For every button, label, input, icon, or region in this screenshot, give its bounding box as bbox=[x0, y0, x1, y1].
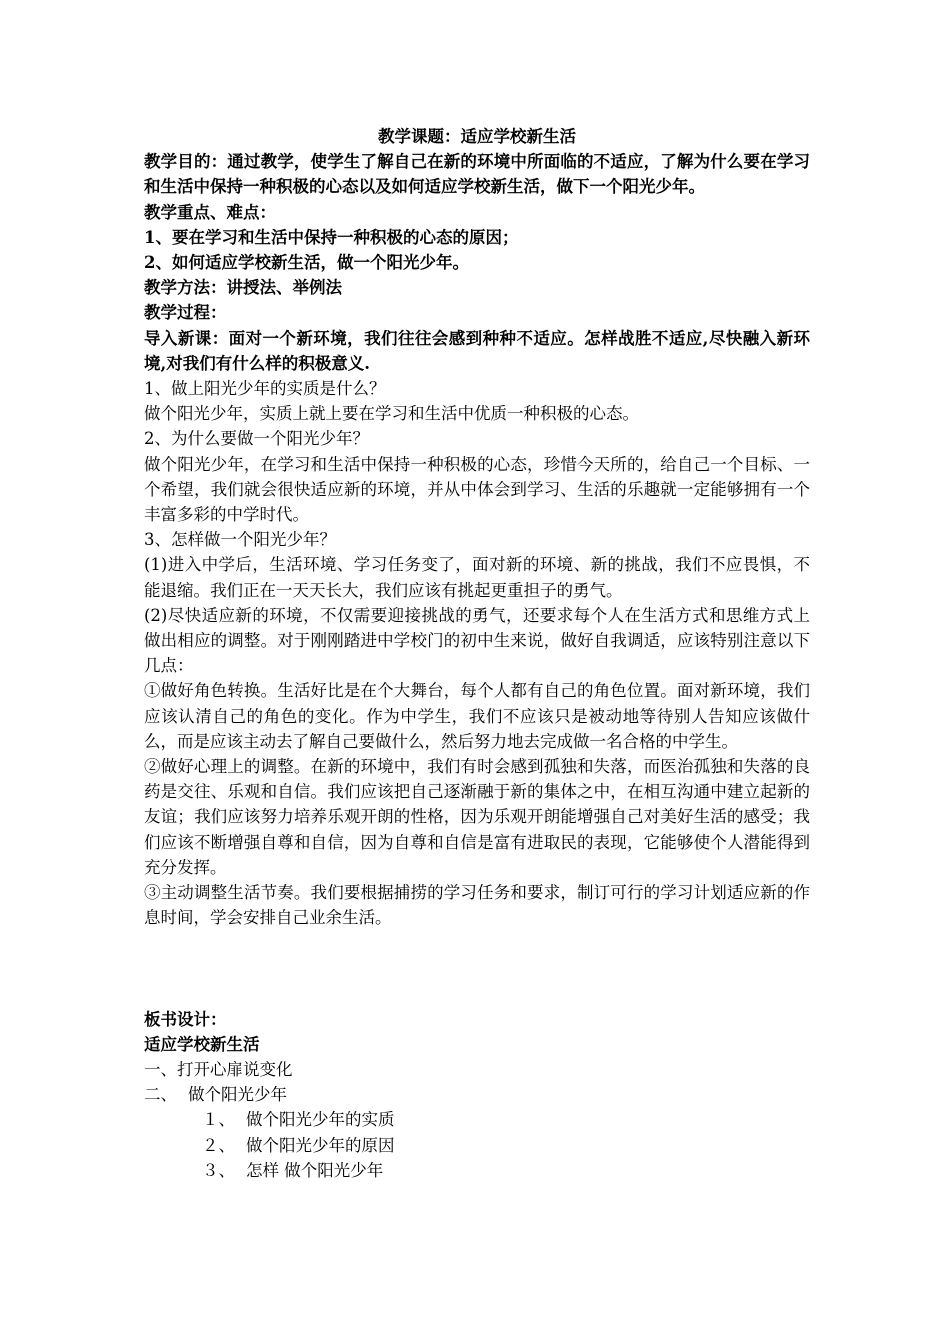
document-page bbox=[144, 124, 810, 1183]
answer-3-part-1: (1)进入中学后，生活环境、学习任务变了，面对新的环境、新的挑战，我们不应畏惧，不能退缩。我们正在一天天长大，我们应该有挑起更重担子的勇气。 bbox=[144, 555, 810, 600]
question-2: 2、为什么要做一个阳光少年？ bbox=[144, 429, 369, 449]
answer-3-part-2: (2)尽快适应新的环境，不仅需要迎接挑战的勇气，还要求每个人在生活方式和思维方式上做出相应的调整。对于刚刚踏进中学校门的初中生来说，做好自我调适，应该特别注意以下几点： bbox=[144, 605, 810, 676]
point-3: ③主动调整生活节奏。我们要根据捕捞的学习任务和要求，制订可行的学习计划适应新的作息时间，学会安排自己业余生活。 bbox=[144, 883, 810, 928]
board-subitem-1-text: 做个阳光少年的实质 bbox=[246, 1110, 395, 1130]
board-item-2-number: 二、 bbox=[144, 1085, 177, 1105]
board-subitem-2-text: 做个阳光少年的原因 bbox=[246, 1135, 395, 1155]
board-item-1: 一、打开心扉说变化 bbox=[144, 1059, 293, 1079]
key-point-1: 1、要在学习和生活中保持一种积极的心态的原因； bbox=[144, 227, 519, 247]
board-subitem-1-number: １、 bbox=[202, 1110, 235, 1130]
question-1: 1、做上阳光少年的实质是什么？ bbox=[144, 379, 386, 399]
answer-2: 做个阳光少年，在学习和生活中保持一种积极的心态，珍惜今天所的，给自己一个目标、一个希望，我们就会很快适应新的环境，并从中体会到学习、生活的乐趣就一定能够拥有一个丰富多彩的中学时代。 bbox=[144, 454, 810, 525]
board-title: 适应学校新生活 bbox=[144, 1034, 260, 1054]
intro-paragraph: 导入新课：面对一个新环境，我们往往会感到种种不适应。怎样战胜不适应,尽快融入新环境,对我们有什么样的积极意义. bbox=[144, 328, 810, 373]
board-subitem-3 bbox=[144, 1158, 810, 1183]
board-subitem-1 bbox=[144, 1107, 810, 1132]
teaching-objective: 教学目的：通过教学，使学生了解自己在新的环境中所面临的不适应，了解为什么要在学习和生活中保持一种积极的心态以及如何适应学校新生活，做下一个阳光少年。 bbox=[144, 152, 810, 197]
teaching-methods: 教学方法：讲授法、举例法 bbox=[144, 278, 342, 298]
answer-1: 做个阳光少年，实质上就上要在学习和生活中优质一种积极的心态。 bbox=[144, 404, 639, 424]
point-2: ②做好心理上的调整。在新的环境中，我们有时会感到孤独和失落，而医治孤独和失落的良药是交往、乐观和自信。我们应该把自己逐渐融于新的集体之中，在相互沟通中建立起新的友谊；我们应该努力培养乐观开朗的性格，因为乐观开朗能增强自己对美好生活的感受；我们应该不断增强自尊和自信，因为自尊和自信是富有进取民的表现，它能够使个人潜能得到充分发挥。 bbox=[144, 757, 810, 877]
key-point-2: 2、如何适应学校新生活，做一个阳光少年。 bbox=[144, 253, 469, 273]
board-item-2-text: 做个阳光少年 bbox=[188, 1085, 287, 1105]
board-subitem-3-text: 怎样 做个阳光少年 bbox=[246, 1160, 384, 1180]
key-points-label: 教学重点、难点： bbox=[144, 202, 276, 222]
section-spacer bbox=[144, 931, 810, 1007]
process-label: 教学过程： bbox=[144, 303, 227, 323]
lesson-title: 教学课题：适应学校新生活 bbox=[378, 127, 576, 146]
board-subitem-2 bbox=[144, 1133, 810, 1158]
board-subitem-3-number: ３、 bbox=[202, 1160, 235, 1180]
point-1: ①做好角色转换。生活好比是在个大舞台，每个人都有自己的角色位置。面对新环境，我们应该认清自己的角色的变化。作为中学生，我们不应该只是被动地等待别人告知应该做什么，而是应该主动去了解自己要做什么，然后努力地去完成做一名合格的中学生。 bbox=[144, 681, 810, 751]
board-design-label: 板书设计： bbox=[144, 1009, 227, 1029]
board-item-2 bbox=[144, 1082, 810, 1107]
question-3: 3、怎样做一个阳光少年？ bbox=[144, 530, 336, 550]
board-subitem-2-number: ２、 bbox=[202, 1135, 235, 1155]
